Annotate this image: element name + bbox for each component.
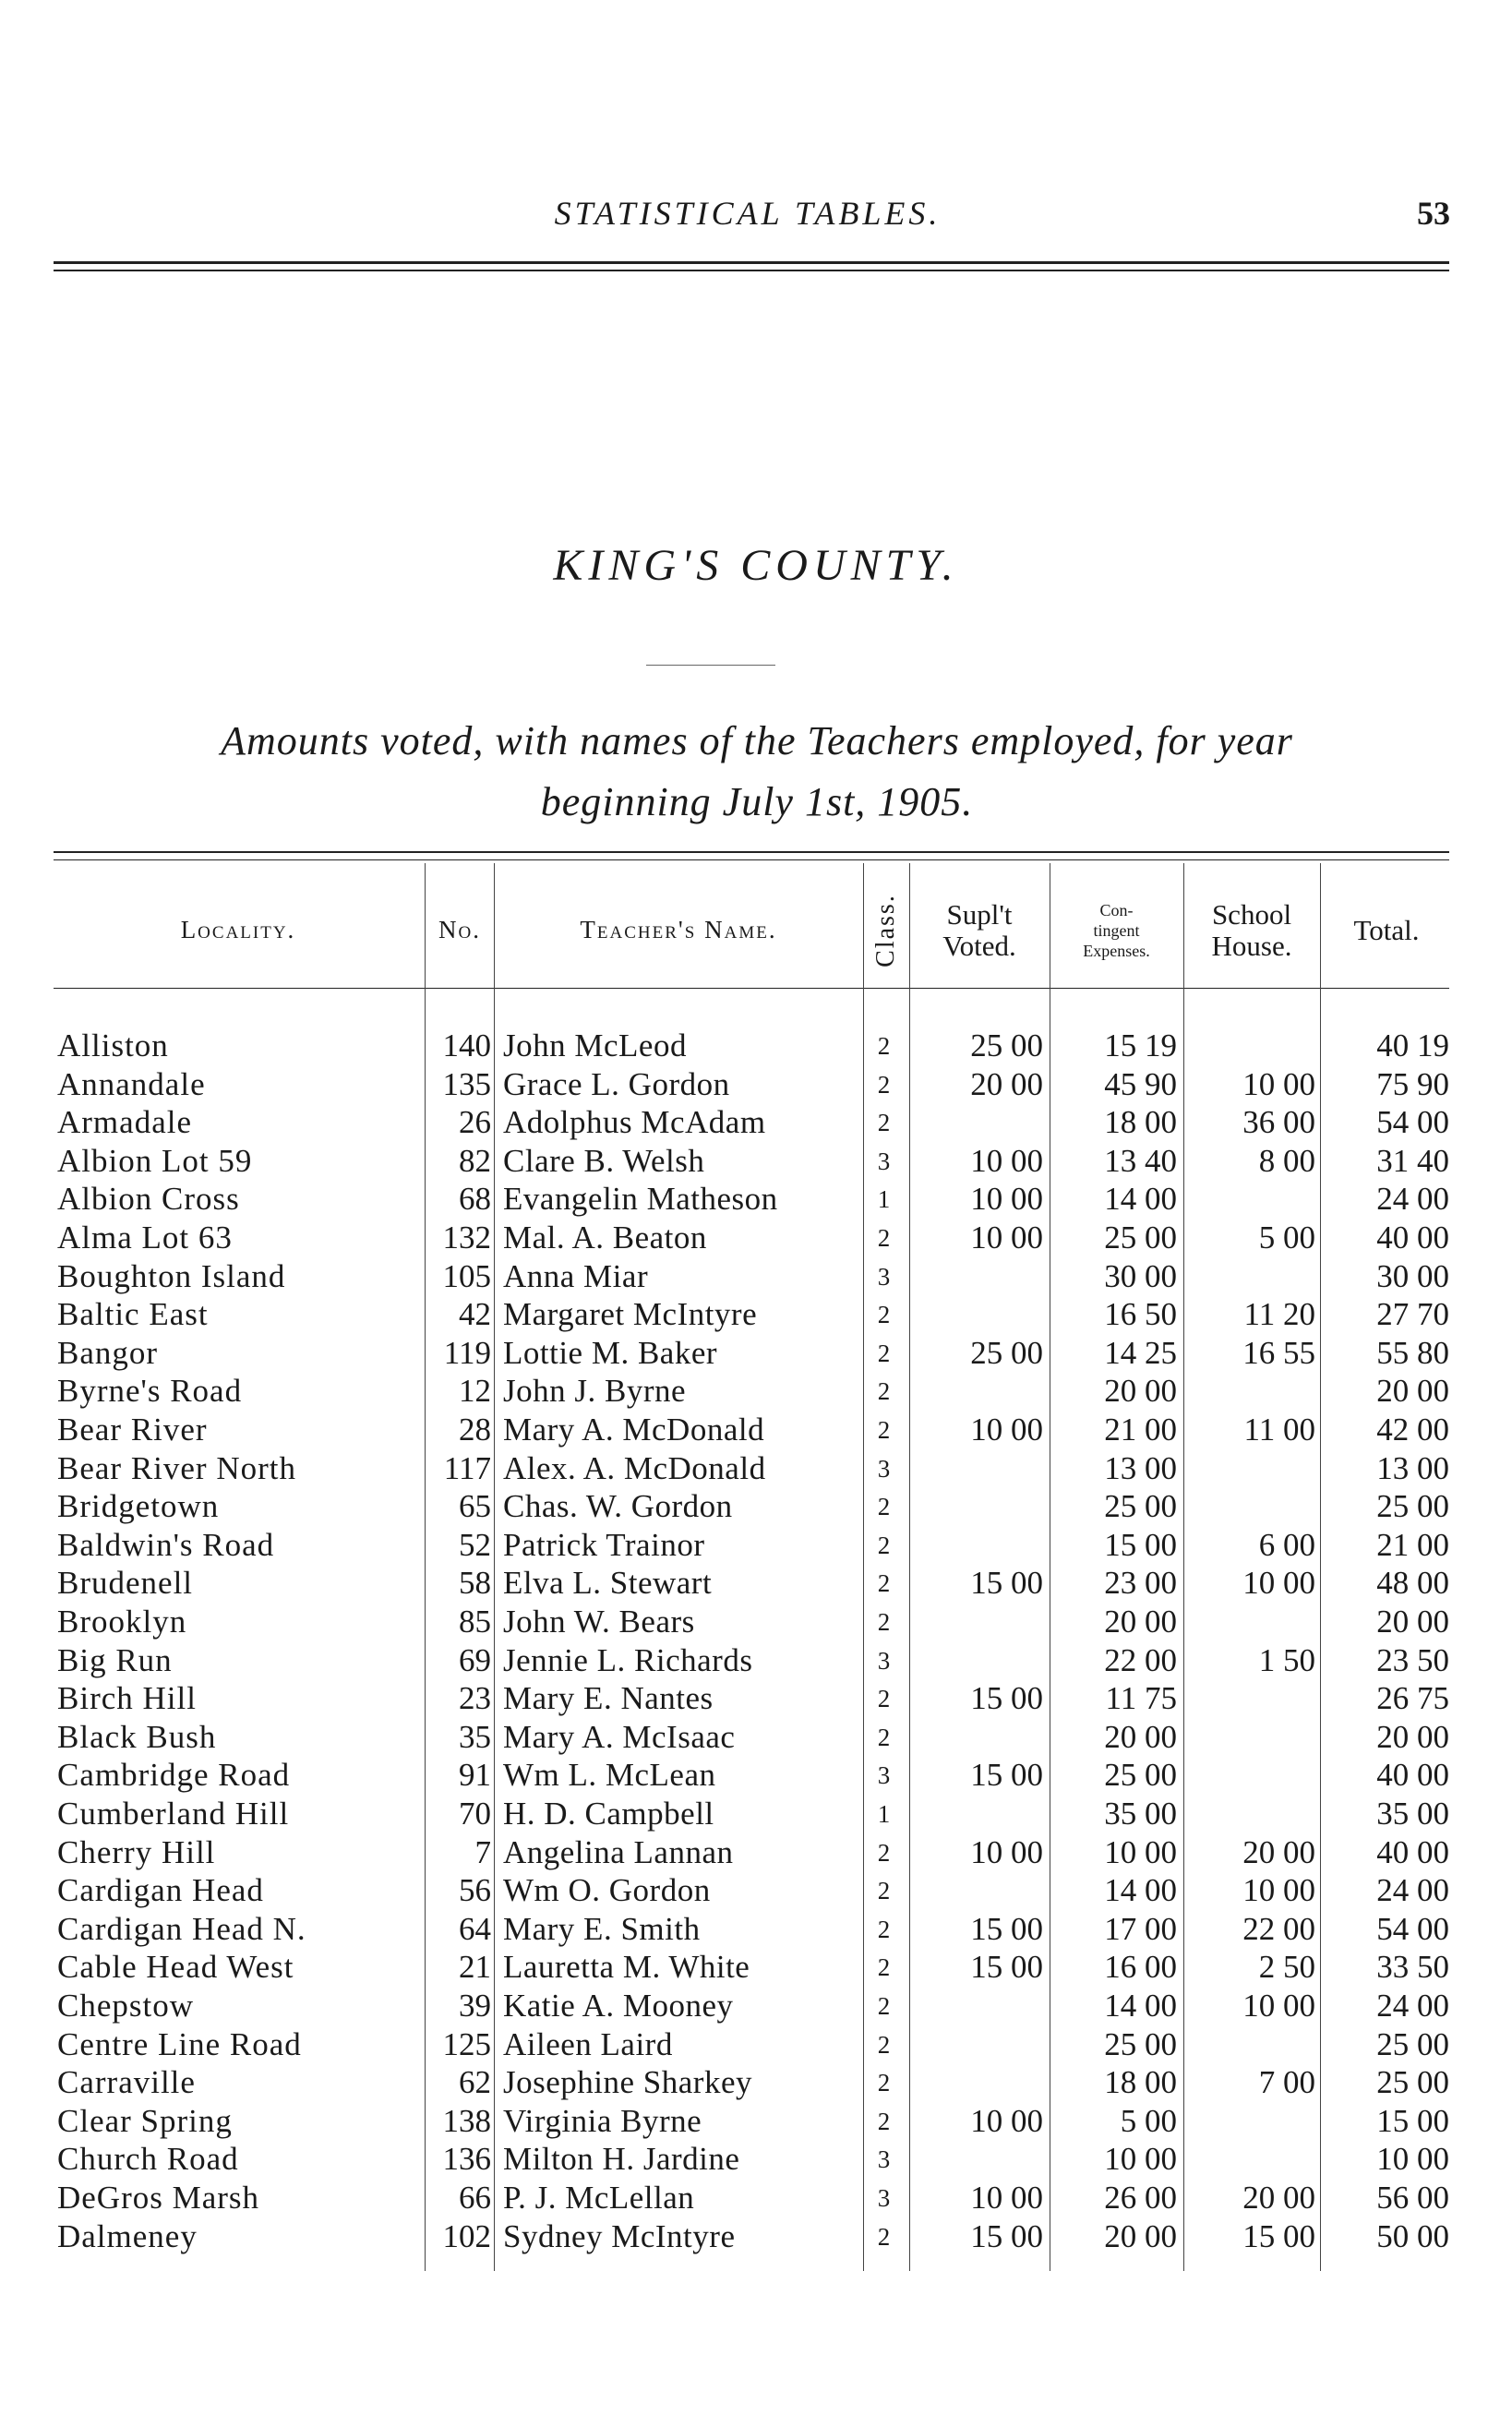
- table-row: [0, 2217, 1512, 2256]
- cell-teacher: Elva L. Stewart: [503, 1565, 713, 1602]
- col-header-school-house: [1185, 877, 1318, 983]
- cell-total: 26 75: [1376, 1680, 1449, 1717]
- cell-contingent: 15 19: [1104, 1027, 1177, 1063]
- cell-number: 28: [459, 1412, 491, 1448]
- cell-teacher: Sydney McIntyre: [503, 2217, 736, 2254]
- cell-total: 25 00: [1376, 2025, 1449, 2062]
- cell-number: 58: [459, 1565, 491, 1602]
- cell-class: 2: [877, 1032, 891, 1060]
- cell-class: 2: [877, 1838, 891, 1867]
- col-header-locality: Locality.: [180, 916, 296, 943]
- table-row: [0, 1142, 1512, 1181]
- header-rule: [54, 261, 1449, 264]
- cell-school-house: 6 00: [1258, 1526, 1315, 1563]
- cell-class: 2: [877, 1493, 891, 1521]
- cell-total: 24 00: [1376, 1872, 1449, 1909]
- cell-locality: Carraville: [57, 2064, 196, 2101]
- col-header-teacher: Teacher's Name.: [580, 916, 777, 943]
- cell-locality: Dalmeney: [57, 2217, 198, 2254]
- table-row: [0, 1833, 1512, 1872]
- cell-teacher: Adolphus McAdam: [503, 1104, 766, 1141]
- cell-supl-voted: 10 00: [970, 2180, 1043, 2216]
- table-subtitle: [102, 711, 1412, 833]
- cell-number: 21: [459, 1949, 491, 1986]
- table-row: [0, 1871, 1512, 1910]
- cell-teacher: John W. Bears: [503, 1604, 695, 1640]
- table-row: [0, 2025, 1512, 2064]
- cell-total: 20 00: [1376, 1373, 1449, 1410]
- cell-teacher: H. D. Campbell: [503, 1796, 714, 1832]
- cell-number: 12: [459, 1373, 491, 1410]
- col-header-class: Class.: [871, 893, 900, 967]
- cell-number: 56: [459, 1872, 491, 1909]
- cell-class: 1: [877, 1800, 891, 1828]
- cell-class: 2: [877, 1877, 891, 1905]
- subtitle-line-2: beginning July 1st, 1905.: [540, 779, 974, 824]
- county-title: KING'S COUNTY.: [553, 541, 959, 590]
- cell-contingent: 25 00: [1104, 1757, 1177, 1794]
- cell-school-house: 10 00: [1242, 1872, 1315, 1909]
- table-row: [0, 1679, 1512, 1718]
- cell-teacher: Wm O. Gordon: [503, 1872, 711, 1909]
- col-header-total: Total.: [1353, 913, 1420, 946]
- table-row: [0, 1219, 1512, 1257]
- col-header-contingent: [1051, 877, 1182, 983]
- cell-school-house: 5 00: [1258, 1220, 1315, 1256]
- cell-class: 2: [877, 1723, 891, 1751]
- table-row: [0, 1641, 1512, 1680]
- table-row: [0, 1948, 1512, 1987]
- cell-class: 2: [877, 2069, 891, 2097]
- cell-teacher: Milton H. Jardine: [503, 2141, 740, 2178]
- cell-school-house: 15 00: [1242, 2217, 1315, 2254]
- cell-supl-voted: 15 00: [970, 1680, 1043, 1717]
- cell-total: 33 50: [1376, 1949, 1449, 1986]
- cell-total: 20 00: [1376, 1604, 1449, 1640]
- cell-number: 140: [442, 1027, 491, 1063]
- table-row: [0, 1411, 1512, 1449]
- table-row: [0, 1027, 1512, 1065]
- table-row: [0, 1910, 1512, 1949]
- cell-total: 40 00: [1376, 1757, 1449, 1794]
- cell-class: 2: [877, 1569, 891, 1598]
- cell-contingent: 15 00: [1104, 1526, 1177, 1563]
- cell-supl-voted: 10 00: [970, 2102, 1043, 2139]
- cell-number: 35: [459, 1718, 491, 1755]
- cell-total: 24 00: [1376, 1988, 1449, 2024]
- cell-contingent: 14 25: [1104, 1334, 1177, 1371]
- cell-class: 3: [877, 1646, 891, 1675]
- cell-contingent: 21 00: [1104, 1412, 1177, 1448]
- cell-contingent: 25 00: [1104, 2025, 1177, 2062]
- cell-number: 135: [442, 1065, 491, 1102]
- cell-number: 117: [443, 1449, 491, 1486]
- cell-locality: Clear Spring: [57, 2102, 233, 2139]
- col-header-contingent-line3: Expenses.: [1083, 941, 1150, 960]
- cell-teacher: Lauretta M. White: [503, 1949, 750, 1986]
- cell-class: 1: [877, 1185, 891, 1214]
- cell-teacher: Chas. W. Gordon: [503, 1488, 733, 1525]
- cell-class: 2: [877, 1339, 891, 1367]
- cell-class: 2: [877, 1070, 891, 1099]
- cell-total: 35 00: [1376, 1796, 1449, 1832]
- cell-total: 50 00: [1376, 2217, 1449, 2254]
- cell-locality: Albion Cross: [57, 1181, 240, 1218]
- table-top-rule: [54, 859, 1449, 860]
- cell-locality: Brooklyn: [57, 1604, 187, 1640]
- cell-supl-voted: 25 00: [970, 1027, 1043, 1063]
- cell-teacher: Mal. A. Beaton: [503, 1220, 707, 1256]
- cell-teacher: Mary A. McDonald: [503, 1412, 765, 1448]
- cell-school-house: 2 50: [1258, 1949, 1315, 1986]
- cell-class: 2: [877, 1608, 891, 1636]
- header-rule: [54, 270, 1449, 271]
- cell-contingent: 16 50: [1104, 1296, 1177, 1333]
- cell-locality: Cable Head West: [57, 1949, 294, 1986]
- divider: [646, 665, 775, 666]
- cell-locality: Bangor: [57, 1334, 159, 1371]
- cell-locality: Brudenell: [57, 1565, 194, 1602]
- cell-number: 102: [442, 2217, 491, 2254]
- cell-total: 48 00: [1376, 1565, 1449, 1602]
- col-header-school-house-line2: House.: [1211, 929, 1292, 962]
- cell-school-house: 11 20: [1243, 1296, 1315, 1333]
- cell-teacher: John J. Byrne: [503, 1373, 687, 1410]
- cell-number: 64: [459, 1910, 491, 1947]
- cell-class: 3: [877, 2145, 891, 2174]
- cell-class: 2: [877, 1531, 891, 1559]
- cell-number: 7: [474, 1833, 491, 1870]
- table-header-rule: [54, 988, 1449, 989]
- cell-total: 56 00: [1376, 2180, 1449, 2216]
- cell-contingent: 18 00: [1104, 1104, 1177, 1141]
- cell-number: 62: [459, 2064, 491, 2101]
- cell-teacher: Patrick Trainor: [503, 1526, 705, 1563]
- cell-teacher: Mary E. Smith: [503, 1910, 701, 1947]
- cell-locality: Bear River: [57, 1412, 208, 1448]
- cell-supl-voted: 10 00: [970, 1181, 1043, 1218]
- table-row: [0, 1334, 1512, 1373]
- cell-contingent: 11 75: [1105, 1680, 1177, 1717]
- col-header-supl-line2: Voted.: [942, 929, 1016, 962]
- cell-total: 42 00: [1376, 1412, 1449, 1448]
- cell-locality: Baltic East: [57, 1296, 209, 1333]
- cell-teacher: Evangelin Matheson: [503, 1181, 778, 1218]
- cell-supl-voted: 20 00: [970, 1065, 1043, 1102]
- cell-teacher: Grace L. Gordon: [503, 1065, 730, 1102]
- cell-class: 2: [877, 1915, 891, 1943]
- cell-locality: Church Road: [57, 2141, 239, 2178]
- cell-locality: Bridgetown: [57, 1488, 220, 1525]
- col-header-contingent-line2: tingent: [1093, 920, 1140, 940]
- cell-supl-voted: 15 00: [970, 1910, 1043, 1947]
- cell-number: 85: [459, 1604, 491, 1640]
- cell-class: 3: [877, 2184, 891, 2212]
- table-row: [0, 2140, 1512, 2179]
- table-row: [0, 1103, 1512, 1142]
- cell-number: 39: [459, 1988, 491, 2024]
- table-row: [0, 1718, 1512, 1757]
- cell-locality: Chepstow: [57, 1988, 194, 2024]
- col-header-no: No.: [438, 916, 481, 943]
- cell-teacher: Aileen Laird: [503, 2025, 673, 2062]
- cell-contingent: 14 00: [1104, 1181, 1177, 1218]
- table-row: [0, 1065, 1512, 1104]
- cell-teacher: Katie A. Mooney: [503, 1988, 734, 2024]
- cell-supl-voted: 15 00: [970, 1949, 1043, 1986]
- cell-supl-voted: 10 00: [970, 1833, 1043, 1870]
- cell-total: 23 50: [1376, 1641, 1449, 1678]
- cell-locality: Cardigan Head N.: [57, 1910, 306, 1947]
- cell-contingent: 5 00: [1120, 2102, 1177, 2139]
- cell-total: 25 00: [1376, 2064, 1449, 2101]
- cell-class: 2: [877, 1953, 891, 1982]
- table-row: [0, 1987, 1512, 2025]
- cell-locality: Birch Hill: [57, 1680, 197, 1717]
- cell-number: 66: [459, 2180, 491, 2216]
- cell-contingent: 13 40: [1104, 1142, 1177, 1179]
- cell-number: 132: [442, 1220, 491, 1256]
- cell-supl-voted: 15 00: [970, 2217, 1043, 2254]
- cell-total: 13 00: [1376, 1449, 1449, 1486]
- cell-school-house: 36 00: [1242, 1104, 1315, 1141]
- cell-supl-voted: 10 00: [970, 1412, 1043, 1448]
- cell-total: 75 90: [1376, 1065, 1449, 1102]
- table-row: [0, 2102, 1512, 2141]
- cell-class: 2: [877, 1377, 891, 1406]
- cell-number: 52: [459, 1526, 491, 1563]
- cell-locality: Cardigan Head: [57, 1872, 264, 1909]
- cell-school-house: 1 50: [1258, 1641, 1315, 1678]
- cell-locality: Black Bush: [57, 1718, 217, 1755]
- cell-class: 2: [877, 1109, 891, 1137]
- cell-teacher: Jennie L. Richards: [503, 1641, 753, 1678]
- cell-number: 68: [459, 1181, 491, 1218]
- cell-teacher: Lottie M. Baker: [503, 1334, 718, 1371]
- cell-teacher: Mary E. Nantes: [503, 1680, 714, 1717]
- cell-school-house: 10 00: [1242, 1565, 1315, 1602]
- cell-contingent: 20 00: [1104, 2217, 1177, 2254]
- cell-contingent: 25 00: [1104, 1220, 1177, 1256]
- cell-contingent: 30 00: [1104, 1257, 1177, 1294]
- cell-supl-voted: 10 00: [970, 1220, 1043, 1256]
- cell-teacher: Virginia Byrne: [503, 2102, 702, 2139]
- cell-contingent: 17 00: [1104, 1910, 1177, 1947]
- cell-class: 2: [877, 1992, 891, 2020]
- cell-supl-voted: 15 00: [970, 1757, 1043, 1794]
- cell-total: 40 19: [1376, 1027, 1449, 1063]
- cell-number: 125: [442, 2025, 491, 2062]
- cell-total: 21 00: [1376, 1526, 1449, 1563]
- cell-class: 2: [877, 2222, 891, 2251]
- cell-locality: Big Run: [57, 1641, 173, 1678]
- cell-class: 2: [877, 1224, 891, 1252]
- cell-locality: Cherry Hill: [57, 1833, 216, 1870]
- cell-number: 65: [459, 1488, 491, 1525]
- cell-number: 70: [459, 1796, 491, 1832]
- cell-total: 24 00: [1376, 1181, 1449, 1218]
- cell-locality: Armadale: [57, 1104, 192, 1141]
- table-row: [0, 1564, 1512, 1603]
- cell-total: 30 00: [1376, 1257, 1449, 1294]
- cell-total: 20 00: [1376, 1718, 1449, 1755]
- cell-teacher: P. J. McLellan: [503, 2180, 695, 2216]
- cell-contingent: 35 00: [1104, 1796, 1177, 1832]
- cell-contingent: 14 00: [1104, 1872, 1177, 1909]
- cell-number: 42: [459, 1296, 491, 1333]
- cell-supl-voted: 10 00: [970, 1142, 1043, 1179]
- cell-contingent: 13 00: [1104, 1449, 1177, 1486]
- cell-class: 2: [877, 1301, 891, 1329]
- cell-school-house: 20 00: [1242, 2180, 1315, 2216]
- cell-teacher: John McLeod: [503, 1027, 687, 1063]
- cell-class: 3: [877, 1147, 891, 1175]
- table-row: [0, 1180, 1512, 1219]
- cell-locality: Byrne's Road: [57, 1373, 243, 1410]
- cell-teacher: Josephine Sharkey: [503, 2064, 752, 2101]
- cell-school-house: 8 00: [1258, 1142, 1315, 1179]
- running-head: [0, 194, 1512, 240]
- cell-total: 55 80: [1376, 1334, 1449, 1371]
- table-row: [0, 1756, 1512, 1795]
- cell-number: 138: [442, 2102, 491, 2139]
- cell-locality: Alliston: [57, 1027, 169, 1063]
- cell-total: 54 00: [1376, 1104, 1449, 1141]
- cell-contingent: 16 00: [1104, 1949, 1177, 1986]
- table-row: [0, 1449, 1512, 1488]
- cell-number: 26: [459, 1104, 491, 1141]
- cell-teacher: Margaret McIntyre: [503, 1296, 758, 1333]
- subtitle-line-1: Amounts voted, with names of the Teachers employed, for year: [221, 718, 1293, 763]
- cell-locality: Annandale: [57, 1065, 206, 1102]
- col-header-school-house-line1: School: [1211, 897, 1292, 931]
- cell-class: 2: [877, 2030, 891, 2059]
- cell-supl-voted: 25 00: [970, 1334, 1043, 1371]
- cell-total: 40 00: [1376, 1220, 1449, 1256]
- cell-supl-voted: 15 00: [970, 1565, 1043, 1602]
- cell-teacher: Anna Miar: [503, 1257, 649, 1294]
- cell-contingent: 25 00: [1104, 1488, 1177, 1525]
- table-row: [0, 1295, 1512, 1334]
- cell-locality: DeGros Marsh: [57, 2180, 260, 2216]
- cell-class: 2: [877, 2107, 891, 2135]
- table-row: [0, 1526, 1512, 1565]
- col-header-supl: [911, 877, 1048, 983]
- cell-total: 10 00: [1376, 2141, 1449, 2178]
- cell-locality: Alma Lot 63: [57, 1220, 233, 1256]
- cell-contingent: 18 00: [1104, 2064, 1177, 2101]
- table-row: [0, 2063, 1512, 2102]
- table-row: [0, 1372, 1512, 1411]
- cell-number: 119: [443, 1334, 491, 1371]
- cell-contingent: 20 00: [1104, 1604, 1177, 1640]
- cell-contingent: 20 00: [1104, 1718, 1177, 1755]
- cell-total: 31 40: [1376, 1142, 1449, 1179]
- cell-teacher: Alex. A. McDonald: [503, 1449, 766, 1486]
- cell-class: 3: [877, 1761, 891, 1790]
- table-row: [0, 1795, 1512, 1833]
- cell-number: 23: [459, 1680, 491, 1717]
- cell-school-house: 10 00: [1242, 1988, 1315, 2024]
- cell-school-house: 20 00: [1242, 1833, 1315, 1870]
- cell-teacher: Clare B. Welsh: [503, 1142, 705, 1179]
- cell-number: 136: [442, 2141, 491, 2178]
- col-header-class-cell: [865, 877, 907, 983]
- cell-contingent: 45 90: [1104, 1065, 1177, 1102]
- cell-total: 40 00: [1376, 1833, 1449, 1870]
- col-header-contingent-line1: Con-: [1099, 900, 1134, 919]
- cell-contingent: 26 00: [1104, 2180, 1177, 2216]
- cell-class: 2: [877, 1685, 891, 1713]
- col-header-supl-line1: Supl't: [946, 897, 1013, 931]
- cell-total: 15 00: [1376, 2102, 1449, 2139]
- table-row: [0, 1603, 1512, 1641]
- cell-contingent: 14 00: [1104, 1988, 1177, 2024]
- cell-school-house: 22 00: [1242, 1910, 1315, 1947]
- cell-school-house: 11 00: [1243, 1412, 1315, 1448]
- table-row: [0, 1257, 1512, 1296]
- cell-total: 25 00: [1376, 1488, 1449, 1525]
- cell-locality: Bear River North: [57, 1449, 296, 1486]
- cell-teacher: Angelina Lannan: [503, 1833, 734, 1870]
- cell-total: 54 00: [1376, 1910, 1449, 1947]
- cell-total: 27 70: [1376, 1296, 1449, 1333]
- page-number: 53: [1417, 195, 1450, 232]
- cell-contingent: 20 00: [1104, 1373, 1177, 1410]
- table-row: [0, 1487, 1512, 1526]
- cell-locality: Albion Lot 59: [57, 1142, 253, 1179]
- cell-locality: Baldwin's Road: [57, 1526, 275, 1563]
- cell-number: 91: [459, 1757, 491, 1794]
- cell-number: 82: [459, 1142, 491, 1179]
- cell-number: 105: [442, 1257, 491, 1294]
- cell-class: 2: [877, 1416, 891, 1444]
- table-top-rule: [54, 851, 1449, 853]
- cell-locality: Boughton Island: [57, 1257, 286, 1294]
- cell-school-house: 7 00: [1258, 2064, 1315, 2101]
- cell-school-house: 16 55: [1242, 1334, 1315, 1371]
- cell-locality: Cambridge Road: [57, 1757, 291, 1794]
- cell-school-house: 10 00: [1242, 1065, 1315, 1102]
- cell-teacher: Wm L. McLean: [503, 1757, 716, 1794]
- cell-contingent: 22 00: [1104, 1641, 1177, 1678]
- cell-locality: Cumberland Hill: [57, 1796, 290, 1832]
- table-row: [0, 2179, 1512, 2217]
- cell-contingent: 10 00: [1104, 1833, 1177, 1870]
- cell-class: 3: [877, 1454, 891, 1483]
- cell-locality: Centre Line Road: [57, 2025, 302, 2062]
- cell-teacher: Mary A. McIsaac: [503, 1718, 736, 1755]
- cell-contingent: 10 00: [1104, 2141, 1177, 2178]
- cell-class: 3: [877, 1262, 891, 1291]
- cell-contingent: 23 00: [1104, 1565, 1177, 1602]
- cell-number: 69: [459, 1641, 491, 1678]
- running-title: STATISTICAL TABLES.: [554, 195, 942, 232]
